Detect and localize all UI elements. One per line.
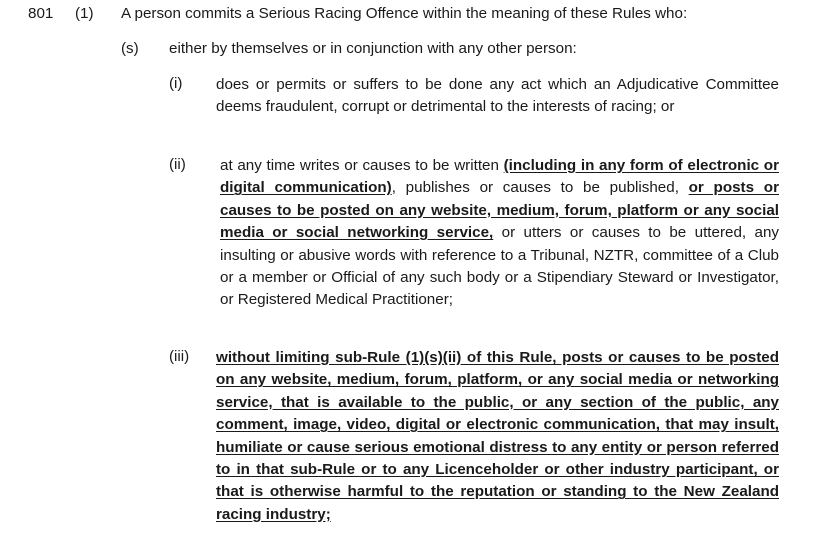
item-ii-part1: at any time writes or causes to be written — [220, 157, 504, 174]
clause-number: (1) — [75, 5, 94, 22]
item-i-text: does or permits or suffers to be done any act which an Adjudicative Committee deems fraudulent, corrupt or detrimental to the interests of racing; or — [216, 76, 779, 116]
rule-number: 801 — [28, 5, 54, 22]
item-ii-underlined-2: or posts or causes to be posted on any website, medium, forum, platform or any social media or social networking service, — [220, 179, 779, 242]
rule-intro: A person commits a Serious Racing Offence within the meaning of these Rules who: — [121, 5, 688, 22]
item-ii-part3: or utters or causes to be uttered, any insulting or abusive words with reference to a Tribunal, NZTR, committee of a Club or a member or Official of any such body or a Stipendiary Steward or Investigator, or Registered Medical Practitioner; — [220, 224, 779, 309]
item-iii-label: (iii) — [169, 348, 190, 365]
item-ii-part2: , publishes or causes to be published, — [391, 179, 689, 197]
item-iii-text: without limiting sub-Rule (1)(s)(ii) of this Rule, posts or causes to be posted on any website, medium, forum, platform, or any social media or networking service, that is available to the public, or any section of the public, any comment, image, video, digital or electronic communication, that may insult, humiliate or cause serious emotional distress to any entity or person referred to in that sub-Rule or to any Licenceholder or other industry participant, or that is otherwise harmful to the reputation or standing to the New Zealand racing industry; — [216, 349, 779, 523]
item-ii-text — [216, 155, 779, 312]
item-ii-underlined-1: (including in any form of electronic or digital communication) — [220, 157, 779, 197]
sub-text: either by themselves or in conjunction with any other person: — [169, 40, 577, 57]
item-i-label: (i) — [169, 75, 183, 92]
sub-label: (s) — [121, 40, 139, 57]
item-ii-label: (ii) — [169, 156, 186, 173]
